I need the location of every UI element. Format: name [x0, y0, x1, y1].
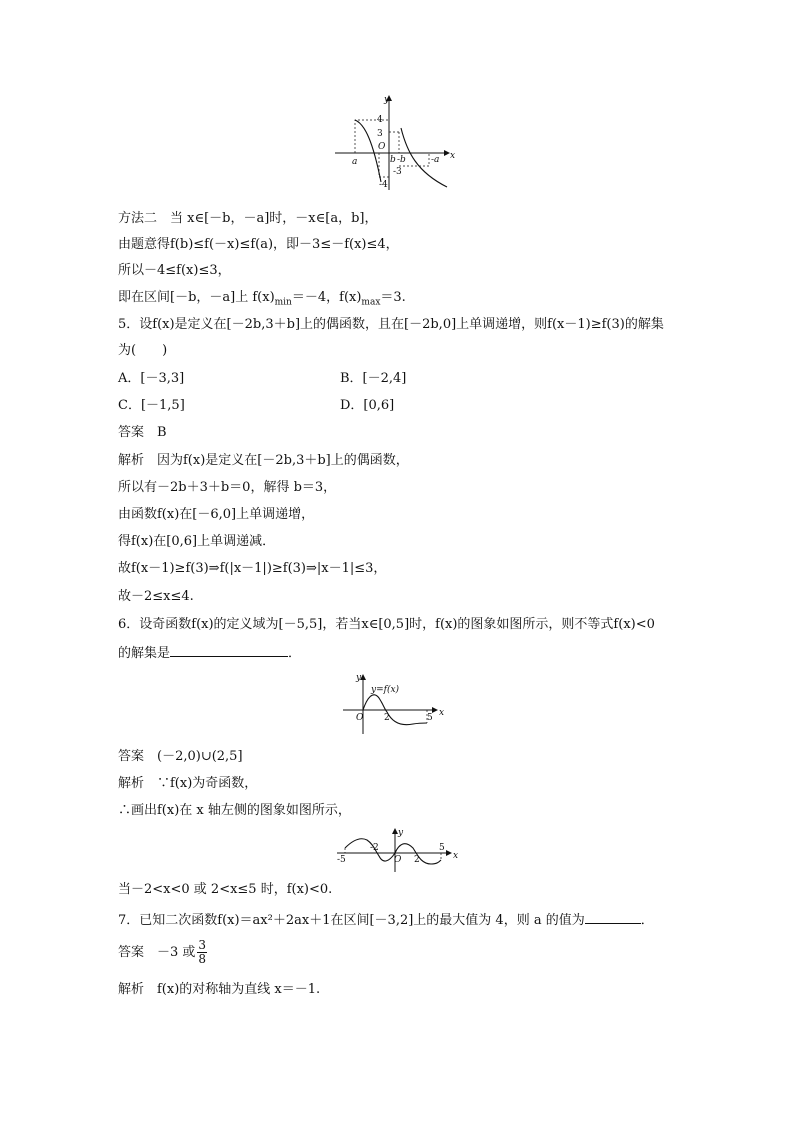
q7-answer-fraction [197, 939, 207, 966]
q5-stem-1: 5．设f(x)是定义在[－2b,3＋b]上的偶函数，且在[－2b,0]上单调递增，则f(x－1)≥f(3)的解集 [118, 317, 664, 332]
fig1-tick-3: 3 [377, 129, 383, 139]
fig2-tick-2: 2 [384, 713, 390, 723]
q7-stem [118, 911, 654, 929]
method2-line4-end: ＝3. [380, 290, 406, 305]
q6-answer: 答案 (－2,0)∪(2,5] [118, 749, 243, 764]
method2-line1: 方法二 当 x∈[－b，－a]时，－x∈[a，b]， [118, 211, 378, 226]
q6-stem-1: 6．设奇函数f(x)的定义域为[－5,5]，若当x∈[0,5]时，f(x)的图象如图所示，则不等式f(x)<0 [118, 617, 655, 632]
q5-option-b: B．[－2,4] [340, 371, 407, 386]
fig3-x-label: x [453, 851, 459, 861]
q7-solution-1: 解析 f(x)的对称轴为直线 x＝－1. [118, 982, 321, 997]
fig3-tick-neg5: -5 [337, 855, 346, 865]
method2-min-sub: min [274, 297, 292, 308]
method2-line2: 由题意得f(b)≤f(－x)≤f(a)，即－3≤－f(x)≤4， [118, 237, 399, 252]
q5-solution-5: 故f(x－1)≥f(3)⇒f(|x－1|)≥f(3)⇒|x－1|≤3， [118, 561, 387, 576]
q7-answer [118, 938, 207, 968]
q6-stem-2 [118, 644, 301, 662]
q7-stem-text: 7．已知二次函数f(x)＝ax²＋2ax＋1在区间[－3,2]上的最大值为 4，则 a 的值为 [118, 913, 585, 928]
q5-solution-2: 所以有－2b＋3＋b＝0，解得 b＝3， [118, 480, 337, 495]
figure-method2-graph [335, 92, 460, 192]
q6-solution-1: 解析 ∵f(x)为奇函数， [118, 776, 258, 791]
q5-solution-3: 由函数f(x)在[－6,0]上单调递增， [118, 507, 315, 522]
fig1-tick-b: b [390, 155, 396, 165]
q7-fraction-numerator: 3 [198, 938, 207, 952]
q5-solution-1: 解析 因为f(x)是定义在[－2b,3＋b]上的偶函数， [118, 453, 409, 468]
fig3-y-label: y [398, 828, 404, 838]
fig2-y-label: y [356, 673, 362, 683]
fig2-origin: O [356, 713, 364, 723]
q5-option-a: A．[－3,3] [118, 371, 185, 386]
fig1-tick-4: 4 [377, 115, 383, 125]
fig2-function-label: y=f(x) [371, 685, 400, 695]
q5-solution-6: 故－2≤x≤4. [118, 589, 194, 604]
q6-stem-2-end: ． [288, 646, 302, 661]
fig2-x-label: x [439, 708, 445, 718]
figure-q6-graph [343, 670, 448, 736]
fig1-tick-neg4: -4 [379, 180, 388, 190]
q6-stem-2-text: 的解集是 [118, 646, 171, 661]
q5-answer: 答案 B [118, 425, 167, 440]
q7-answer-blank [585, 911, 641, 924]
method2-line4-prefix: 即在区间[－b，－a]上 f(x) [118, 290, 275, 305]
fig1-x-label: x [450, 151, 456, 161]
method2-line4 [118, 290, 406, 311]
q6-solution-3: 当－2<x<0 或 2<x≤5 时，f(x)<0. [118, 882, 333, 897]
q6-solution-2: ∴画出f(x)在 x 轴左侧的图象如图所示， [118, 803, 351, 818]
method2-max-sub: max [361, 297, 381, 308]
fig3-tick-5: 5 [439, 843, 445, 853]
q6-answer-blank [170, 644, 288, 657]
fig1-origin: O [378, 142, 386, 152]
fig1-y-label: y [384, 95, 390, 105]
q7-stem-end: ． [640, 913, 654, 928]
fig1-tick-neg3: -3 [393, 167, 402, 177]
fig1-tick-neg-a: -a [431, 155, 440, 165]
fig1-tick-a: a [352, 157, 358, 167]
fig3-origin: O [394, 855, 402, 865]
q5-option-c: C．[－1,5] [118, 398, 185, 413]
q5-option-d: D．[0,6] [340, 398, 395, 413]
method2-line3: 所以－4≤f(x)≤3， [118, 263, 231, 278]
fig1-tick-neg-b: -b [397, 155, 406, 165]
q5-stem-2: 为( ) [118, 343, 168, 358]
q5-solution-4: 得f(x)在[0,6]上单调递减． [118, 534, 276, 549]
fig3-tick-neg2: -2 [370, 843, 379, 853]
method2-line4-mid: ＝－4，f(x) [291, 290, 362, 305]
q7-answer-prefix: 答案 －3 或 [118, 945, 196, 960]
fig3-tick-2: 2 [414, 855, 420, 865]
fig2-tick-5: 5 [427, 713, 433, 723]
figure-q6-full-graph [337, 826, 462, 874]
q7-fraction-denominator: 8 [198, 952, 207, 966]
